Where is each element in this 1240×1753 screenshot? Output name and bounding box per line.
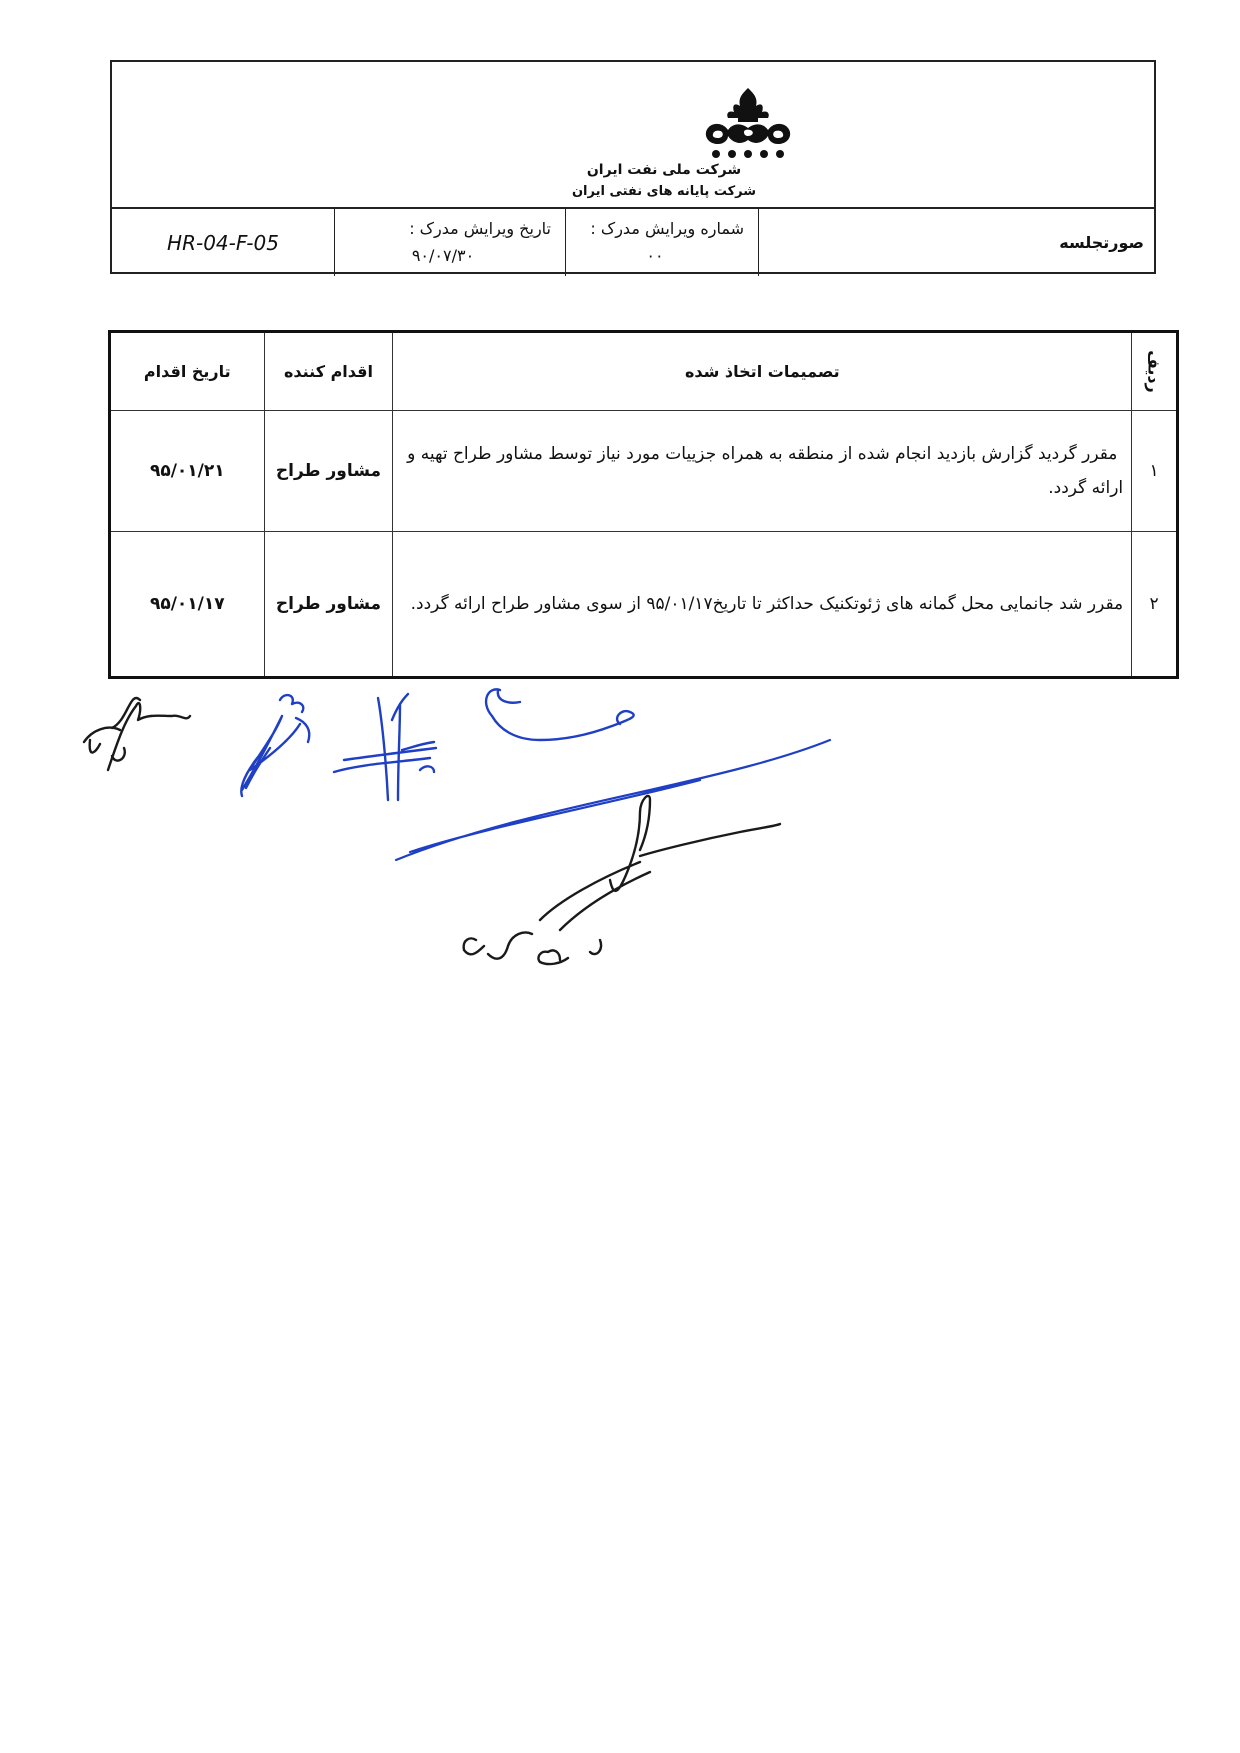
decision-text: مقرر گردید گزارش بازدید انجام شده از منطقه به همراه جزییات مورد نیاز توسط مشاور طراح تهیه و ارائه گردد. bbox=[393, 411, 1132, 532]
signature-6 bbox=[464, 796, 780, 964]
actor: مشاور طراح bbox=[264, 411, 393, 532]
signature-5 bbox=[396, 740, 830, 860]
row-number: ۲ bbox=[1132, 532, 1178, 678]
form-code: HR-04-F-05 bbox=[167, 230, 279, 255]
revision-number-value: ۰۰ bbox=[646, 246, 664, 265]
row-number: ۱ bbox=[1132, 411, 1178, 532]
revision-number-label: شماره ویرایش مدرک : bbox=[590, 219, 744, 238]
decision-text: مقرر شد جانمایی محل گمانه های ژئوتکنیک حداکثر تا تاریخ۹۵/۰۱/۱۷ از سوی مشاور طراح ارائه گردد. bbox=[393, 532, 1132, 678]
signature-2 bbox=[241, 695, 309, 796]
company-name: شرکت ملی نفت ایران bbox=[586, 162, 742, 178]
action-date: ۹۵/۰۱/۱۷ bbox=[110, 532, 265, 678]
signature-1 bbox=[84, 698, 190, 770]
actor: مشاور طراح bbox=[264, 532, 393, 678]
revision-date-value: ۹۰/۰۷/۳۰ bbox=[411, 246, 475, 265]
col-header-decisions: تصمیمات اتخاذ شده bbox=[393, 332, 1132, 411]
signature-3 bbox=[334, 694, 436, 800]
action-date: ۹۵/۰۱/۲۱ bbox=[110, 411, 265, 532]
col-header-actor: اقدام کننده bbox=[264, 332, 393, 411]
revision-date-label: تاریخ ویرایش مدرک : bbox=[409, 219, 551, 238]
col-header-action-date: تاریخ اقدام bbox=[110, 332, 265, 411]
col-header-row-number: ردیف bbox=[1132, 332, 1178, 411]
signature-4 bbox=[486, 689, 634, 740]
doc-title: صورتجلسه bbox=[758, 209, 1154, 276]
subsidiary-name: شرکت پایانه های نفتی ایران bbox=[571, 184, 757, 199]
